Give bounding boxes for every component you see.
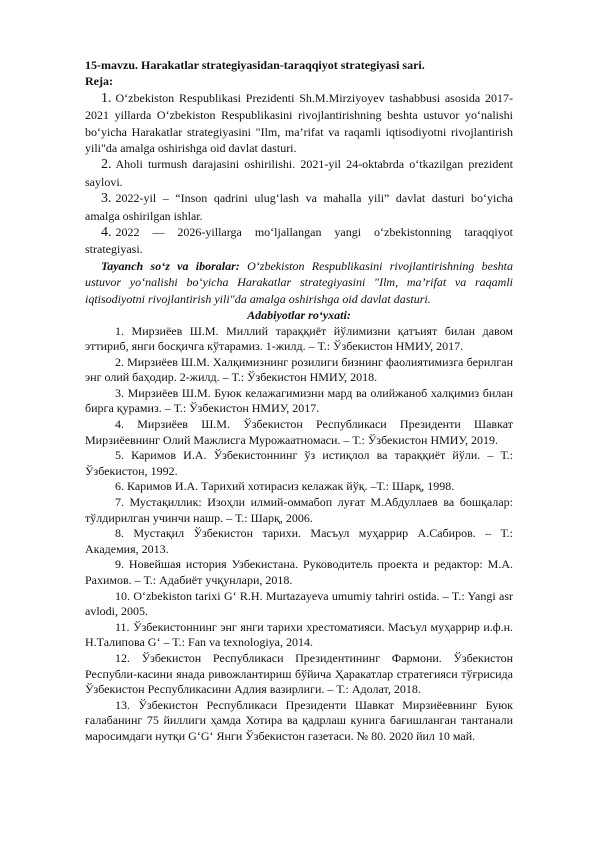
plan-label: Reja:	[85, 74, 113, 89]
literature-item: 12. Ўзбекистон Республикаси Президентининг Фармони. Ўзбекистон Республи-касини янада ривожлантириш бўйича Ҳаракатлар стратегияси тўғрисида Ўзбекистон Республикасини Адлия вазирлиги. – Т.: Адолат, 2018.	[85, 650, 513, 697]
plan-list	[85, 90, 513, 258]
literature-item: 7. Мустақиллик: Изоҳли илмий-оммабоп луғат М.Абдуллаев ва бошқалар: тўлдирилган учинчи нашр. – Т.: Шарқ, 2006.	[85, 495, 513, 525]
keywords-text: O‘zbekiston Respublikasini rivojlantirishning beshta ustuvor yo‘nalishi bo‘yicha Harakatlar strategiyasini "Ilm, ma’rifat va raqamli iqtisodiyotni rivojlantirish yili"da amalga oshirishga oid davlat dasturi.	[85, 258, 514, 306]
literature-heading: Adabiyotlar ro‘yxati:	[247, 308, 351, 323]
literature-item: 11. Ўзбекистоннинг энг янги тарихи хрестоматияси. Масъул муҳаррир и.ф.н. Н.Талипова G‘ – T.: Fan va texnologiya, 2014.	[85, 619, 513, 650]
plan-item	[85, 224, 513, 258]
keywords-paragraph	[85, 258, 513, 307]
literature-item: 3. Мирзиёев Ш.М. Буюк келажагимизни мард ва олийжаноб халқимиз билан бирга қурамиз. – Т.: Ўзбекистон НМИУ, 2017.	[85, 385, 513, 416]
literature-item: 6. Каримов И.А. Тарихий хотирасиз келажак йўқ. –Т.: Шарқ, 1998.	[115, 479, 455, 494]
topic-title: 15-mavzu. Harakatlar strategiyasidan-taraqqiyot strategiyasi sari.	[85, 58, 425, 72]
keywords-label: Tayanch so‘z va iboralar:	[101, 258, 240, 273]
literature-item: 8. Мустақил Ўзбекистон тарихи. Масъул муҳаррир А.Сабиров. – Т.: Академия, 2013.	[85, 526, 513, 556]
literature-item: 1. Мирзиёев Ш.М. Миллий тараққиёт йўлимизни қатъият билан давом эттириб, янги босқичга кўтарамиз. 1-жилд. – Т.: Ўзбекистон НМИУ, 2017.	[85, 323, 513, 354]
plan-item	[85, 90, 513, 157]
plan-item-text: Aholi turmush darajasini oshirilishi. 2021-yil 24-oktabrda o‘tkazilgan prezident saylovi.	[85, 157, 513, 189]
plan-item-text: 2022 — 2026-yillarga mo‘ljallangan yangi o‘zbekistonning taraqqiyot strategiyasi.	[85, 225, 513, 257]
plan-item	[85, 190, 513, 224]
plan-item	[85, 156, 513, 190]
literature-item: 10. O‘zbekiston tarixi G‘ R.H. Murtazayeva umumiy tahriri ostida. – T.: Yangi asr avlodi, 2005.	[85, 588, 513, 619]
plan-item-number: 1.	[101, 90, 112, 106]
literature-item: 5. Каримов И.А. Ўзбекистоннинг ўз истиқлол ва тараққиёт йўли. – Т.: Ўзбекистон, 1992.	[85, 448, 513, 478]
literature-item: 2. Мирзиёев Ш.М. Халқимизнинг розилиги бизнинг фаолиятимизга берилган энг олий баҳодир. 2-жилд. – Т.: Ўзбекистон НМИУ, 2018.	[85, 354, 513, 385]
literature-item: 4. Мирзиёев Ш.М. Ўзбекистон Республикаси Президенти Шавкат Мирзиёевнинг Олий Мажлисга Мурожаатномаси. – Т.: Ўзбекистон НМИУ, 2019.	[85, 417, 513, 447]
literature-item: 9. Новейшая история Узбекистана. Руководитель проекта и редактор: М.А. Рахимов. – Т.: Адабиёт учқунлари, 2018.	[85, 557, 513, 587]
literature-item: 13. Ўзбекистон Республикаси Президенти Шавкат Мирзиёевнинг Буюк ғалабанинг 75 йиллиги ҳамда Хотира ва қадрлаш кунига бағишланган тантанали маросимдаги нутқи G‘G‘ Янги Ўзбекистон газетаси. № 80. 2020 йил 10 май.	[85, 697, 513, 743]
plan-item-number: 4.	[101, 225, 112, 241]
plan-item-text: 2022-yil – “Inson qadrini ulug‘lash va mahalla yili” davlat dasturi bo‘yicha amalga oshirilgan ishlar.	[85, 191, 513, 223]
plan-item-text: O‘zbekiston Respublikasi Prezidenti Sh.M.Mirziyoyev tashabbusi asosida 2017-2021 yillarda O‘zbekiston Respublikasini rivojlantirishning beshta ustuvor yo‘nalishi bo‘yicha Harakatlar strategiyasini "Ilm, ma’rifat va raqamli iqtisodiyotni rivojlantirish yili"da amalga oshirishga oid davlat dasturi.	[85, 90, 513, 156]
document-content	[85, 57, 513, 745]
plan-item-number: 3.	[101, 191, 112, 207]
literature-list	[85, 324, 513, 745]
plan-item-number: 2.	[101, 157, 112, 173]
